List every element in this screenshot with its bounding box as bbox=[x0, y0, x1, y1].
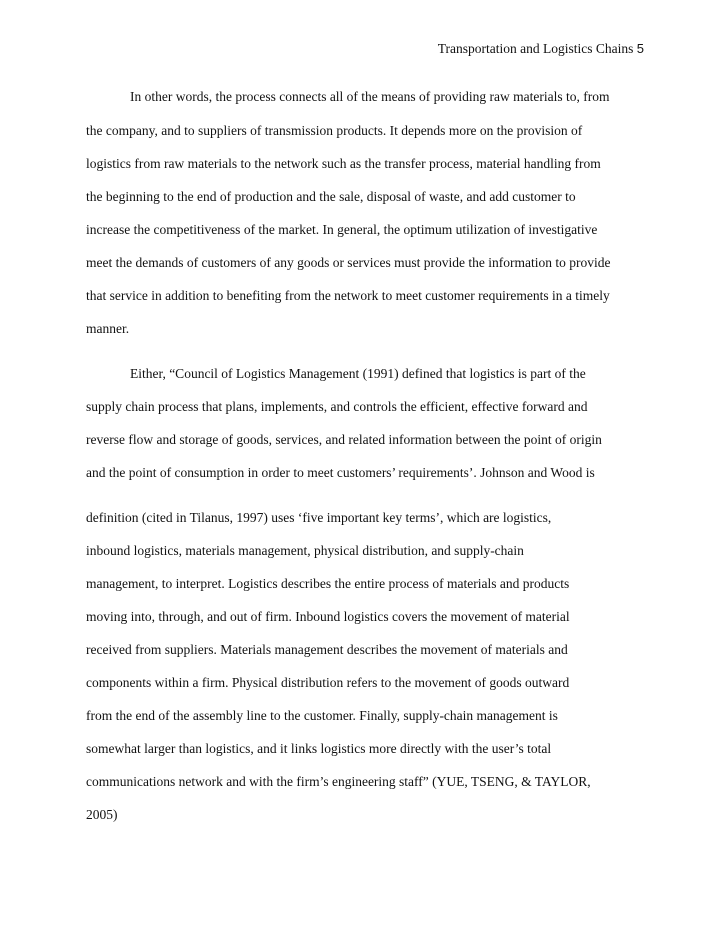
text-line: that service in addition to benefiting from the network to meet customer requirements in a timely bbox=[86, 288, 610, 303]
text-line: manner. bbox=[86, 321, 130, 336]
text-line: definition (cited in Tilanus, 1997) uses ‘five important key terms’, which are logistics, bbox=[86, 510, 552, 525]
text-line: the company, and to suppliers of transmission products. It depends more on the provision of bbox=[86, 123, 583, 138]
text-line: increase the competitiveness of the market. In general, the optimum utilization of investigative bbox=[86, 222, 598, 237]
text-line: communications network and with the firm’s engineering staff” (YUE, TSENG, & TAYLOR, bbox=[86, 774, 591, 789]
text-line: inbound logistics, materials management, physical distribution, and supply-chain bbox=[86, 543, 524, 558]
running-header bbox=[438, 40, 644, 58]
text-line: management, to interpret. Logistics describes the entire process of materials and products bbox=[86, 576, 570, 591]
text-line: moving into, through, and out of firm. Inbound logistics covers the movement of material bbox=[86, 609, 570, 624]
text-line: reverse flow and storage of goods, services, and related information between the point of origin bbox=[86, 432, 602, 447]
text-line: the beginning to the end of production and the sale, disposal of waste, and add customer to bbox=[86, 189, 576, 204]
text-line: supply chain process that plans, implements, and controls the efficient, effective forward and bbox=[86, 399, 588, 414]
text-line: components within a firm. Physical distribution refers to the movement of goods outward bbox=[86, 675, 570, 690]
page-number: 5 bbox=[636, 41, 644, 56]
text-line: and the point of consumption in order to meet customers’ requirements’. Johnson and Wood is bbox=[86, 465, 595, 480]
text-line: Either, “Council of Logistics Management (1991) defined that logistics is part of the bbox=[130, 366, 586, 381]
text-line: 2005) bbox=[86, 807, 118, 822]
text-line: from the end of the assembly line to the customer. Finally, supply-chain management is bbox=[86, 708, 558, 723]
text-line: In other words, the process connects all of the means of providing raw materials to, from bbox=[130, 89, 610, 104]
text-line: received from suppliers. Materials management describes the movement of materials and bbox=[86, 642, 568, 657]
text-line: meet the demands of customers of any goods or services must provide the information to provide bbox=[86, 255, 611, 270]
text-line: somewhat larger than logistics, and it links logistics more directly with the user’s total bbox=[86, 741, 552, 756]
running-title: Transportation and Logistics Chains bbox=[437, 41, 634, 56]
text-line: logistics from raw materials to the network such as the transfer process, material handling from bbox=[86, 156, 601, 171]
